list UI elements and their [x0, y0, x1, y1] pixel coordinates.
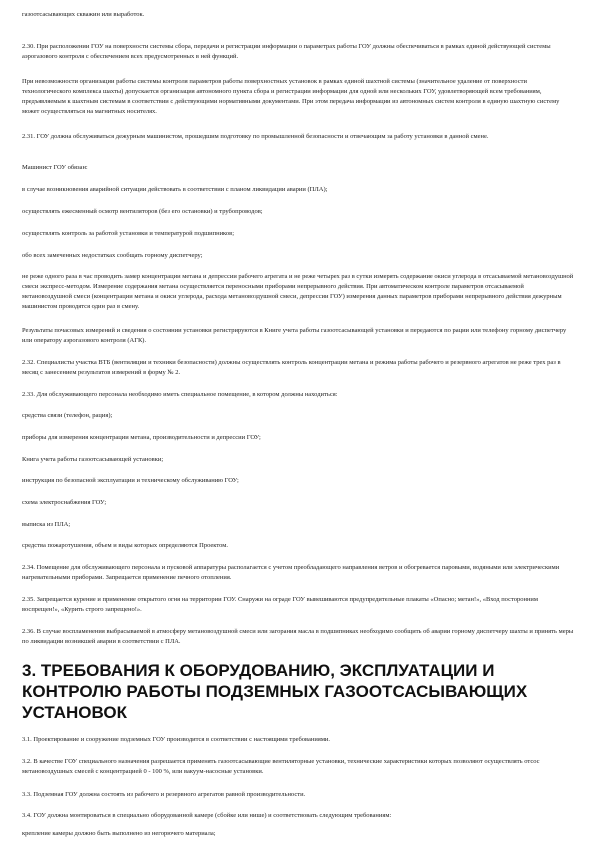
paragraph-3-2: 3.2. В качестве ГОУ специального назначения разрешается применять газоотсасывающие вентиляторные установки, технические характеристики которых позволяют осуществлять отсос метановоздушных смесей с концентрацией 0 - 100 %, или вакуум-насосные установки.	[22, 758, 540, 775]
paragraph-2-31: 2.31. ГОУ должна обслуживаться дежурным машинистом, прошедшим подготовку по промышленной безопасности и отвечающим за работу установки в данной смене.	[22, 133, 489, 140]
list-item-fire-equipment: средства пожаротушения, объем и виды которых определяются Проектом.	[22, 542, 228, 549]
list-item-instruments: приборы для измерения концентрации метана, производительности и депрессии ГОУ;	[22, 434, 261, 441]
paragraph-3-3: 3.3. Подземная ГОУ должна состоять из рабочего и резервного агрегатов равной производительности.	[22, 791, 306, 798]
paragraph-2-32: 2.32. Специалисты участка ВТБ (вентиляции и техники безопасности) должны осуществлять контроль концентрации метана и режима работы рабочего и резервного агрегатов не реже трех раз в месяц с занесением результатов измерений в форму № 2.	[22, 359, 561, 376]
list-item-power-scheme: схема электроснабжения ГОУ;	[22, 499, 107, 506]
paragraph-operator-duties: Машинист ГОУ обязан:	[22, 164, 88, 171]
list-item-pla-extract: выписка из ПЛА;	[22, 521, 71, 528]
list-item-chamber-support: крепление камеры должно быть выполнено из негорючего материала;	[22, 830, 216, 837]
list-item-control: осуществлять контроль за работой установки и температурой подшипников;	[22, 230, 235, 237]
paragraph-2-30: 2.30. При расположении ГОУ на поверхности системы сбора, передачи и регистрации информации о параметрах работы ГОУ должны обеспечиваться в рамках единой действующей системы аэрогазового контроля с обеспечением всех предусмотренных в ней функций.	[22, 43, 551, 60]
paragraph-2-34: 2.34. Помещение для обслуживающего персонала и пусковой аппаратуры располагается с учетом преобладающего направления ветров и обогревается паровыми, водяными или электрическими нагревательными приборами. Запрещается применение печного отопления.	[22, 564, 560, 581]
list-item-comms: средства связи (телефон, рация);	[22, 412, 113, 419]
list-item-logbook: Книга учета работы газоотсасывающей установки;	[22, 456, 164, 463]
paragraph-2-30-cont: При невозможности организации работы системы контроля параметров работы поверхностных установок в рамках единой шахтной системы (значительное удаление от поверхности технологического комплекса шахты) допускается организация автономного пункта сбора и регистрации информации для одной или нескольких ГОУ, удовлетворяющей всем требованиям, предъявляемым к шахтным системам в соответствии с действующими нормативными документами. При этом передача информации из автономных систем контроля в единую шахтную систему может осуществляться на магнитных носителях.	[22, 78, 560, 115]
section-heading-3: 3. ТРЕБОВАНИЯ К ОБОРУДОВАНИЮ, ЭКСПЛУАТАЦИИ И КОНТРОЛЮ РАБОТЫ ПОДЗЕМНЫХ ГАЗООТСАСЫВАЮЩИХ УСТАНОВОК	[22, 661, 528, 722]
list-item-report: обо всех замеченных недостатках сообщать горному диспетчеру;	[22, 252, 203, 259]
list-item-inspection: осуществлять ежесменный осмотр вентиляторов (без его остановки) и трубопроводов;	[22, 208, 263, 215]
paragraph-0: газоотсасывающих скважин или выработок.	[22, 11, 145, 18]
paragraph-2-36: 2.36. В случае воспламенения выбрасываемой в атмосферу метановоздушной смеси или загорания масла в подшипниках необходимо сообщить об аварии горному диспетчеру шахты и принять меры по ликвидации возникшей аварии в соответствии с ПЛА.	[22, 628, 574, 645]
paragraph-results: Результаты почасовых измерений и сведения о состоянии установки регистрируются в Книге учета работы газоотсасывающей установки и передаются по рации или телефону горному диспетчеру или оператору аэрогазового контроля (АГК).	[22, 327, 567, 344]
list-item-measurement: не реже одного раза в час проводить замер концентрации метана и депрессии рабочего агрегата и не реже четырех раз в сутки измерять содержание окиси углерода в отсасываемой метановоздушной смеси экспресс-методом. Измерение содержания метана осуществляется переносными приборами непрерывного действия. При автоматическом контроле параметров отсасываемой метановоздушной смеси (концентрации метана и окиси углерода, расхода метановоздушной смеси, депрессии ГОУ) измерения данных параметров приборами непрерывного действия дежурным машинистом проводятся один раз в смену.	[22, 273, 574, 310]
paragraph-2-33: 2.33. Для обслуживающего персонала необходимо иметь специальное помещение, в котором должны находиться:	[22, 391, 338, 398]
paragraph-2-35: 2.35. Запрещается курение и применение открытого огня на территории ГОУ. Снаружи на ограде ГОУ вывешиваются предупредительные плакаты «Опасно; метан!», «Вход посторонним воспрещен!», «Курить строго запрещено!».	[22, 596, 539, 613]
list-item-emergency: в случае возникновения аварийной ситуации действовать в соответствии с планом ликвидации аварии (ПЛА);	[22, 186, 328, 193]
list-item-instructions: инструкция по безопасной эксплуатации и техническому обслуживанию ГОУ;	[22, 477, 239, 484]
paragraph-3-1: 3.1. Проектирование и сооружение подземных ГОУ производится в соответствии с настоящими требованиями.	[22, 736, 331, 743]
paragraph-3-4: 3.4. ГОУ должна монтироваться в специально оборудованной камере (сбойке или нише) и соответствовать следующим требованиям:	[22, 812, 392, 819]
